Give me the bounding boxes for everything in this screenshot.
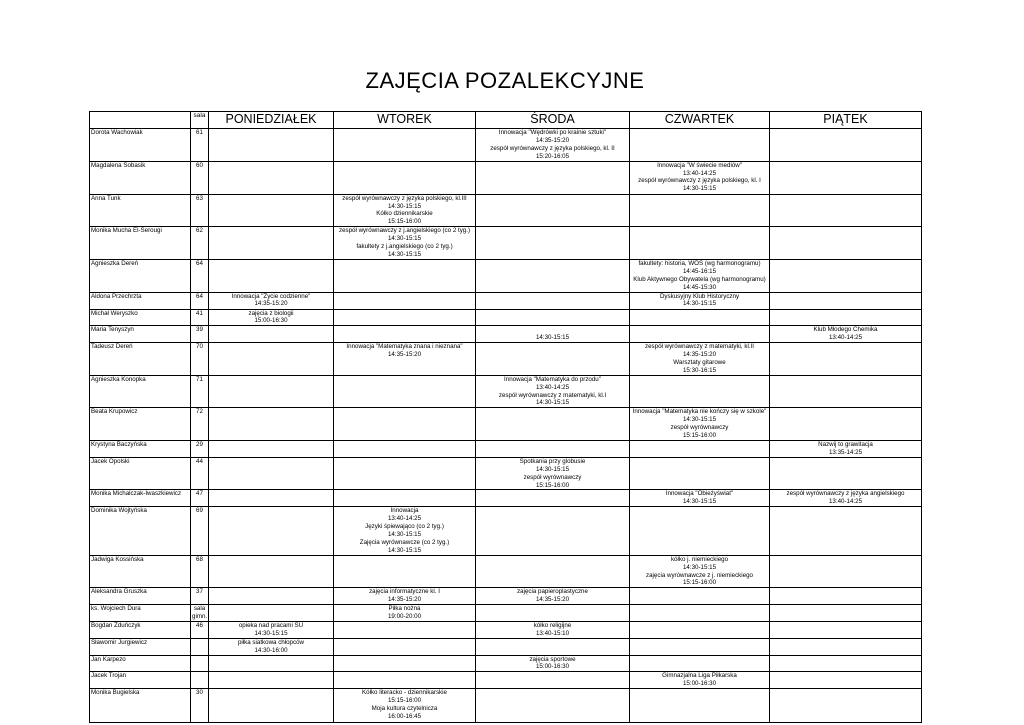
activity-name: Innowacja bbox=[390, 507, 419, 515]
activity-time: 14:35-15:20 bbox=[254, 300, 288, 308]
table-row bbox=[90, 672, 922, 689]
activity-cell-monday bbox=[209, 292, 334, 309]
activity-cell-monday bbox=[209, 343, 334, 376]
activity-cell-tuesday bbox=[334, 655, 476, 672]
table-row bbox=[90, 309, 922, 326]
activity-cell-thursday bbox=[630, 161, 770, 194]
header-tuesday: WTOREK bbox=[334, 112, 476, 129]
activity-cell-friday bbox=[770, 672, 922, 689]
room-number: 63 bbox=[191, 194, 209, 227]
activity-cell-tuesday bbox=[334, 408, 476, 441]
activity-name: Innowacja "Matematyka nie kończy się w szkole" bbox=[632, 408, 767, 416]
activity-cell-friday bbox=[770, 309, 922, 326]
activity-cell-wednesday bbox=[476, 555, 630, 588]
activity-time: 15:00-16:30 bbox=[535, 663, 570, 671]
header-room: sala bbox=[191, 112, 209, 129]
activity-time: 15:00-16:30 bbox=[682, 680, 717, 688]
activity-cell-monday bbox=[209, 161, 334, 194]
activity-time: 15:15-16:00 bbox=[387, 218, 422, 226]
activity-time: 14:30-16:00 bbox=[254, 646, 288, 654]
activity-name: Klub Aktywnego Obywatela (wg harmonogramu) bbox=[633, 275, 766, 283]
activity-cell-tuesday bbox=[334, 490, 476, 507]
activity-name: Innowacja "Matematyka znana i nieznana" bbox=[346, 343, 463, 351]
activity-cell-friday bbox=[770, 457, 922, 490]
activity-time: 14:45-15:30 bbox=[682, 283, 717, 291]
teacher-name: Magdalena Sobasik bbox=[90, 161, 191, 194]
activity-cell-thursday bbox=[630, 655, 770, 672]
activity-cell-tuesday bbox=[334, 689, 476, 723]
table-row bbox=[90, 259, 922, 292]
activity-cell-friday bbox=[770, 689, 922, 723]
activity-cell-wednesday bbox=[476, 621, 630, 638]
room-number: 64 bbox=[191, 259, 209, 292]
table-row bbox=[90, 689, 922, 723]
activity-name: zajęcia papieroplastyczne bbox=[517, 588, 588, 596]
activity-cell-friday bbox=[770, 638, 922, 655]
activity-cell-tuesday bbox=[334, 375, 476, 408]
table-row bbox=[90, 326, 922, 343]
activity-name: Gimnazjalna Liga Piłkarska bbox=[662, 672, 737, 680]
teacher-name: Maria Tenyszyn bbox=[90, 326, 191, 343]
room-number: 61 bbox=[191, 129, 209, 162]
activity-cell-monday bbox=[209, 507, 334, 555]
activity-time: 13:40-14:25 bbox=[828, 334, 863, 342]
room-number: 70 bbox=[191, 343, 209, 376]
activity-cell-wednesday bbox=[476, 375, 630, 408]
activity-cell-thursday bbox=[630, 194, 770, 227]
activity-cell-thursday bbox=[630, 309, 770, 326]
activity-name: Języki śpiewająco (co 2 tyg.) bbox=[365, 523, 444, 531]
activity-cell-thursday bbox=[630, 588, 770, 605]
activity-cell-thursday bbox=[630, 689, 770, 723]
activity-cell-thursday bbox=[630, 375, 770, 408]
activity-cell-monday bbox=[209, 441, 334, 458]
activity-cell-monday bbox=[209, 227, 334, 260]
activity-cell-monday bbox=[209, 309, 334, 326]
activity-cell-thursday bbox=[630, 555, 770, 588]
header-thursday: CZWARTEK bbox=[630, 112, 770, 129]
activity-cell-thursday bbox=[630, 441, 770, 458]
activity-name: Innowacja "Wędrówki po krainie sztuki" bbox=[498, 129, 607, 136]
activity-cell-tuesday bbox=[334, 588, 476, 605]
teacher-name: Monika Mucha El-Serougi bbox=[90, 227, 191, 260]
activity-cell-tuesday bbox=[334, 161, 476, 194]
activity-name: Kółko literacko - dziennikarskie bbox=[362, 689, 447, 697]
room-number: 41 bbox=[191, 309, 209, 326]
teacher-name: Dominika Wojtyńska bbox=[90, 507, 191, 555]
activity-cell-monday bbox=[209, 194, 334, 227]
activity-cell-tuesday bbox=[334, 507, 476, 555]
activity-cell-tuesday bbox=[334, 129, 476, 162]
activity-cell-friday bbox=[770, 655, 922, 672]
teacher-name: Krystyna Baczyńska bbox=[90, 441, 191, 458]
activity-cell-thursday bbox=[630, 227, 770, 260]
activity-cell-thursday bbox=[630, 259, 770, 292]
activity-name: Dyskusyjny Klub Historyczny bbox=[659, 292, 740, 300]
activity-time: 14:30-15:15 bbox=[535, 465, 570, 473]
table-row bbox=[90, 588, 922, 605]
activity-cell-friday bbox=[770, 194, 922, 227]
activity-name: zespół wyrównawczy bbox=[523, 473, 582, 481]
teacher-name: Dorota Wachowiak bbox=[90, 129, 191, 162]
activity-time: 14:30-15:15 bbox=[387, 530, 422, 538]
activity-cell-monday bbox=[209, 672, 334, 689]
activity-time: 14:30-15:15 bbox=[254, 629, 288, 637]
activity-cell-wednesday bbox=[476, 227, 630, 260]
activity-name: zespół wyrównawczy z języka polskiego, kl. I bbox=[638, 177, 761, 185]
room-number: 47 bbox=[191, 490, 209, 507]
activity-cell-wednesday bbox=[476, 507, 630, 555]
activity-name: opieka nad pracami SU bbox=[238, 621, 304, 629]
activity-time: 15:20-16:05 bbox=[535, 152, 570, 160]
activity-cell-friday bbox=[770, 441, 922, 458]
room-number: 30 bbox=[191, 689, 209, 723]
activity-cell-monday bbox=[209, 326, 334, 343]
activity-cell-thursday bbox=[630, 457, 770, 490]
activity-cell-wednesday bbox=[476, 161, 630, 194]
teacher-name: Monika Michalczak-Iwaszkiewicz bbox=[90, 490, 191, 507]
teacher-name: Michał Weryszko bbox=[90, 309, 191, 326]
activity-cell-monday bbox=[209, 655, 334, 672]
activity-name: Innowacja "W świecie mediów" bbox=[657, 161, 742, 169]
activity-time: 13:40-15:10 bbox=[535, 629, 570, 637]
activity-cell-wednesday bbox=[476, 689, 630, 723]
activity-cell-tuesday bbox=[334, 457, 476, 490]
activity-time: 13:40-14:25 bbox=[535, 383, 570, 391]
table-row bbox=[90, 194, 922, 227]
activity-time: 14:30-15:15 bbox=[682, 300, 717, 308]
activity-cell-friday bbox=[770, 375, 922, 408]
activity-cell-thursday bbox=[630, 490, 770, 507]
activity-cell-friday bbox=[770, 507, 922, 555]
teacher-name: Jacek Opolski bbox=[90, 457, 191, 490]
activity-name: zespół wyrównawczy bbox=[670, 424, 729, 432]
activity-cell-thursday bbox=[630, 507, 770, 555]
table-row bbox=[90, 621, 922, 638]
activity-cell-tuesday bbox=[334, 309, 476, 326]
activity-cell-monday bbox=[209, 408, 334, 441]
room-number bbox=[191, 638, 209, 655]
activity-cell-monday bbox=[209, 490, 334, 507]
activity-time: 13:40-14:25 bbox=[387, 515, 422, 523]
table-row bbox=[90, 292, 922, 309]
activity-cell-wednesday bbox=[476, 588, 630, 605]
activity-cell-tuesday bbox=[334, 555, 476, 588]
room-number bbox=[191, 672, 209, 689]
activity-cell-tuesday bbox=[334, 605, 476, 622]
activity-time: 14:35-15:20 bbox=[535, 136, 570, 144]
activity-cell-friday bbox=[770, 343, 922, 376]
activity-time: 14:30-15:15 bbox=[682, 498, 717, 506]
activity-cell-thursday bbox=[630, 343, 770, 376]
table-row bbox=[90, 343, 922, 376]
activity-name: Innowacja "Obieżyświat" bbox=[665, 490, 734, 498]
teacher-name: Bogdan Zduńczyk bbox=[90, 621, 191, 638]
activity-cell-wednesday bbox=[476, 326, 630, 343]
activity-cell-tuesday bbox=[334, 259, 476, 292]
activity-cell-tuesday bbox=[334, 292, 476, 309]
activity-name bbox=[477, 326, 628, 334]
room-number: sala gimn. bbox=[192, 605, 208, 621]
activity-cell-thursday bbox=[630, 408, 770, 441]
room-number: 39 bbox=[191, 326, 209, 343]
teacher-name: Sławomir Jurgiewicz bbox=[90, 638, 191, 655]
activity-name: fakultety z j.angielskiego (co 2 tyg.) bbox=[356, 243, 453, 251]
activity-time: 14:30-15:15 bbox=[535, 399, 570, 407]
activity-cell-wednesday bbox=[476, 441, 630, 458]
activity-cell-friday bbox=[770, 227, 922, 260]
teacher-name: ks. Wojciech Dura bbox=[90, 605, 191, 622]
table-row bbox=[90, 227, 922, 260]
activity-cell-wednesday bbox=[476, 129, 630, 162]
activity-cell-thursday bbox=[630, 672, 770, 689]
page-title: ZAJĘCIA POZALEKCYJNE bbox=[365, 68, 645, 93]
activity-cell-wednesday bbox=[476, 343, 630, 376]
activity-name: Kółko dziennikarskie bbox=[376, 210, 433, 218]
table-row bbox=[90, 655, 922, 672]
activity-time: 15:15-16:00 bbox=[535, 481, 570, 489]
room-number: 69 bbox=[191, 507, 209, 555]
room-number: 64 bbox=[191, 292, 209, 309]
activity-time: 13:35-14:25 bbox=[828, 448, 863, 456]
table-row bbox=[90, 161, 922, 194]
activity-cell-thursday bbox=[630, 605, 770, 622]
activity-cell-monday bbox=[209, 689, 334, 723]
activity-cell-thursday bbox=[630, 638, 770, 655]
activity-cell-monday bbox=[209, 259, 334, 292]
teacher-name: Monika Bugielska bbox=[90, 689, 191, 723]
table-row bbox=[90, 441, 922, 458]
activity-name: Zajęcia wyrównawcze (co 2 tyg.) bbox=[359, 538, 450, 546]
activity-time: 15:15-16:00 bbox=[682, 579, 717, 587]
activity-cell-tuesday bbox=[334, 672, 476, 689]
activity-cell-monday bbox=[209, 638, 334, 655]
activity-cell-friday bbox=[770, 621, 922, 638]
activity-cell-friday bbox=[770, 555, 922, 588]
table-row bbox=[90, 490, 922, 507]
activity-cell-monday bbox=[209, 555, 334, 588]
activity-cell-wednesday bbox=[476, 309, 630, 326]
activity-name: Innowacja "Życie codzienne" bbox=[231, 292, 311, 300]
activity-cell-wednesday bbox=[476, 672, 630, 689]
header-monday: PONIEDZIAŁEK bbox=[209, 112, 334, 129]
activity-time: 14:35-15:20 bbox=[535, 596, 570, 604]
activity-name: Piłka nożna bbox=[388, 605, 421, 613]
activity-cell-tuesday bbox=[334, 343, 476, 376]
activity-name: zespół wyrównawczy z j.angielskiego (co 2 tyg.) bbox=[338, 227, 471, 235]
room-number: 60 bbox=[191, 161, 209, 194]
activity-time: 13:40-14:25 bbox=[828, 498, 863, 506]
activity-cell-monday bbox=[209, 621, 334, 638]
activity-name: Spotkania przy globusie bbox=[519, 457, 586, 465]
activity-cell-monday bbox=[209, 605, 334, 622]
header-friday: PIĄTEK bbox=[770, 112, 922, 129]
table-row bbox=[90, 375, 922, 408]
activity-time: 14:30-15:15 bbox=[682, 185, 717, 193]
activity-name: kółko religijne bbox=[533, 621, 572, 629]
activity-name: zespół wyrównawczy z języka polskiego, kl.III bbox=[342, 194, 467, 202]
activity-cell-tuesday bbox=[334, 621, 476, 638]
activity-name: zajęcia z biologii bbox=[248, 309, 294, 317]
schedule-body bbox=[90, 129, 922, 723]
activity-time: 14:30-15:15 bbox=[682, 563, 717, 571]
teacher-name: Anna Tunk bbox=[90, 194, 191, 227]
activity-name: zespół wyrównawczy z matematyki, kl.I bbox=[498, 391, 607, 399]
activity-name: zajęcia informatyczne kl. I bbox=[369, 588, 440, 596]
activity-cell-friday bbox=[770, 490, 922, 507]
activity-time: 15:15-16:00 bbox=[682, 432, 717, 440]
activity-cell-tuesday bbox=[334, 227, 476, 260]
room-number: 72 bbox=[191, 408, 209, 441]
activity-cell-friday bbox=[770, 408, 922, 441]
activity-name: Moja kultura czytelnicza bbox=[371, 705, 438, 712]
activity-cell-tuesday bbox=[334, 194, 476, 227]
activity-cell-monday bbox=[209, 588, 334, 605]
teacher-name: Jadwiga Kossińska bbox=[90, 555, 191, 588]
activity-cell-thursday bbox=[630, 292, 770, 309]
activity-cell-thursday bbox=[630, 326, 770, 343]
activity-cell-friday bbox=[770, 326, 922, 343]
activity-time: 14:30-15:15 bbox=[387, 202, 422, 210]
activity-name: Nazwij to grawitacja bbox=[818, 441, 873, 448]
activity-name: zespół wyrównawczy z języka polskiego, kl. II bbox=[490, 144, 615, 152]
activity-name: zespół wyrównawczy z języka angielskiego bbox=[786, 490, 905, 498]
activity-time: 14:30-15:15 bbox=[387, 546, 422, 554]
activity-name: piłka siatkowa chłopców bbox=[237, 638, 305, 646]
activity-time: 14:35-15:20 bbox=[387, 596, 422, 604]
activity-cell-tuesday bbox=[334, 638, 476, 655]
activity-name: Innowacja "Matematyka do przodu" bbox=[504, 375, 601, 383]
room-number: 46 bbox=[191, 621, 209, 638]
room-number: 44 bbox=[191, 457, 209, 490]
activity-name: zespół wyrównawczy z matematyki, kl.II bbox=[645, 343, 754, 351]
table-row bbox=[90, 129, 922, 162]
activity-time: 15:15-16:00 bbox=[387, 697, 422, 705]
activity-name: Warsztaty gitarowe bbox=[673, 358, 726, 366]
activity-cell-wednesday bbox=[476, 638, 630, 655]
activity-cell-friday bbox=[770, 292, 922, 309]
activity-cell-wednesday bbox=[476, 408, 630, 441]
table-row bbox=[90, 507, 922, 555]
activity-cell-wednesday bbox=[476, 259, 630, 292]
activity-cell-friday bbox=[770, 605, 922, 622]
activity-cell-monday bbox=[209, 129, 334, 162]
activity-cell-wednesday bbox=[476, 605, 630, 622]
activity-time: 14:30-15:15 bbox=[682, 416, 717, 424]
activity-cell-tuesday bbox=[334, 441, 476, 458]
activity-cell-friday bbox=[770, 588, 922, 605]
activity-time: 19:00-20:00 bbox=[387, 613, 422, 621]
header-row bbox=[90, 112, 922, 129]
activity-time: 13:40-14:25 bbox=[682, 169, 717, 177]
table-row bbox=[90, 408, 922, 441]
activity-time: 14:35-15:20 bbox=[387, 351, 422, 359]
activity-time: 15:00-16:30 bbox=[254, 317, 288, 325]
activity-time: 14:45-16:15 bbox=[682, 267, 717, 275]
activity-cell-wednesday bbox=[476, 292, 630, 309]
table-row bbox=[90, 555, 922, 588]
header-teacher bbox=[90, 112, 191, 129]
room-number bbox=[191, 655, 209, 672]
schedule-table bbox=[89, 111, 922, 723]
table-row bbox=[90, 638, 922, 655]
activity-cell-wednesday bbox=[476, 457, 630, 490]
activity-time: 14:30-15:15 bbox=[535, 334, 570, 342]
teacher-name: Agnieszka Dereń bbox=[90, 259, 191, 292]
teacher-name: Aleksandra Gruszka bbox=[90, 588, 191, 605]
activity-time: 14:35-15:20 bbox=[682, 351, 717, 359]
activity-time: 16:00-16:45 bbox=[387, 712, 422, 720]
room-number: 71 bbox=[191, 375, 209, 408]
activity-cell-wednesday bbox=[476, 655, 630, 672]
activity-cell-monday bbox=[209, 375, 334, 408]
activity-name: Klub Młodego Chemika bbox=[813, 326, 878, 334]
activity-cell-tuesday bbox=[334, 326, 476, 343]
activity-name: fakultety: historia, WOS (wg harmonogramu) bbox=[638, 259, 761, 267]
table-row bbox=[90, 605, 922, 622]
room-number: 29 bbox=[191, 441, 209, 458]
activity-cell-friday bbox=[770, 161, 922, 194]
activity-name: zajęcia sportowe bbox=[529, 655, 576, 663]
activity-time: 14:30-15:15 bbox=[387, 250, 422, 258]
activity-cell-thursday bbox=[630, 621, 770, 638]
activity-name: zajęcia wyrównawcze z j. niemieckiego bbox=[646, 571, 753, 579]
activity-cell-thursday bbox=[630, 129, 770, 162]
activity-cell-wednesday bbox=[476, 194, 630, 227]
activity-time: 15:30-16:15 bbox=[682, 366, 717, 374]
teacher-name: Aldona Przechrzta bbox=[90, 292, 191, 309]
activity-cell-wednesday bbox=[476, 490, 630, 507]
activity-time: 14:30-15:15 bbox=[387, 235, 422, 243]
teacher-name: Agnieszka Konopka bbox=[90, 375, 191, 408]
table-row bbox=[90, 457, 922, 490]
activity-name: kółko j. niemieckiego bbox=[670, 555, 729, 563]
room-number: 68 bbox=[191, 555, 209, 588]
teacher-name: Tadeusz Dereń bbox=[90, 343, 191, 376]
header-wednesday: ŚRODA bbox=[476, 112, 630, 129]
room-number: 62 bbox=[191, 227, 209, 260]
teacher-name: Jacek Trojan bbox=[90, 672, 191, 689]
activity-cell-monday bbox=[209, 457, 334, 490]
teacher-name: Jan Karpezo bbox=[90, 655, 191, 672]
activity-cell-friday bbox=[770, 129, 922, 162]
teacher-name: Beata Krupowicz bbox=[90, 408, 191, 441]
activity-cell-friday bbox=[770, 259, 922, 292]
room-number: 37 bbox=[191, 588, 209, 605]
